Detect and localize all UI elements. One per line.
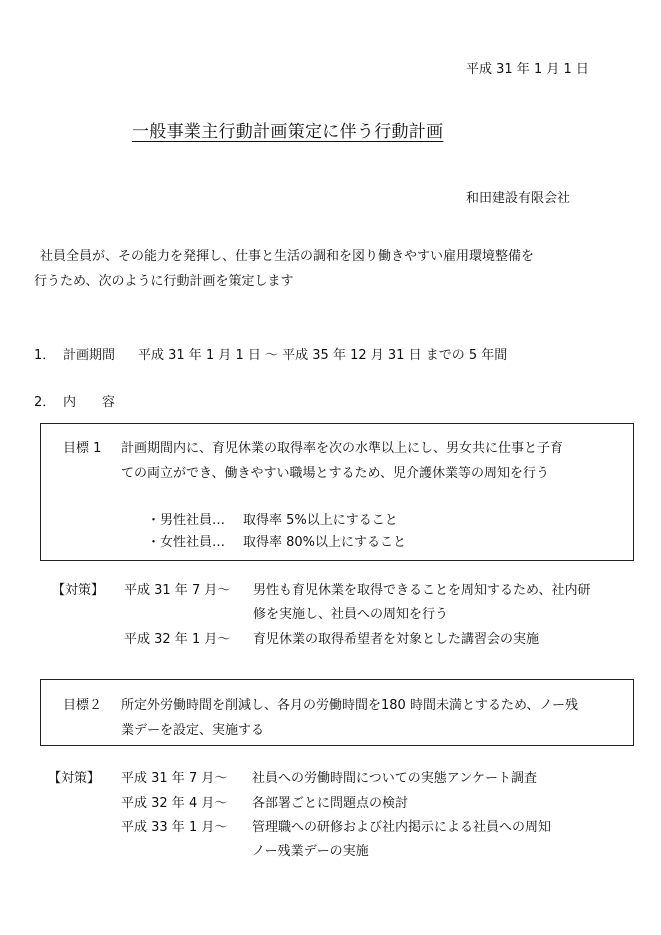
measure-text-line-1: 育児休業の取得希望者を対象とした講習会の実施: [253, 632, 540, 647]
goal-1-bullet-who: ・女性社員…: [147, 535, 226, 550]
section-number: 1．: [34, 348, 56, 363]
measure-date: 平成 33 年 1 月～: [121, 820, 228, 835]
goal-1-bullet-target: 取得率 80%以上にすること: [243, 535, 407, 550]
measure-text-line-1: 各部署ごとに問題点の検討: [252, 796, 409, 811]
section-number: 2．: [34, 395, 56, 410]
measure-text-line-1: 社員への労働時間についての実態アンケート調査: [252, 771, 537, 786]
measure-date: 平成 31 年 7 月～: [124, 583, 231, 598]
intro-line-1: 社員全員が、その能力を発揮し、仕事と生活の調和を図り働きやすい雇用環境整備を: [40, 249, 535, 264]
contents-label: 内 容: [63, 395, 116, 410]
measure-date: 平成 32 年 1 月～: [124, 632, 231, 647]
measure-date: 平成 31 年 7 月～: [121, 771, 228, 786]
goal-2-label: 目標２: [63, 698, 103, 713]
company-name: 和田建設有限会社: [466, 191, 571, 206]
document-title: 一般事業主行動計画策定に伴う行動計画: [132, 122, 444, 142]
document-date: 平成 31 年 1 月 1 日: [466, 62, 589, 77]
goal-1-text-line-1: 計画期間内に、育児休業の取得率を次の水準以上にし、男女共に仕事と子育: [121, 441, 564, 456]
goal-2-text-line-2: 業デーを設定、実施する: [121, 723, 265, 738]
measure-date: 平成 32 年 4 月～: [121, 796, 228, 811]
goal-2-text-line-1: 所定外労働時間を削減し、各月の労働時間を180 時間未満とするため、ノー残: [121, 698, 579, 713]
measure-text-line-1: 管理職への研修および社内掲示による社員への周知: [252, 820, 552, 835]
period-label: 計画期間: [63, 348, 116, 363]
measures-2-label: 【対策】: [48, 771, 101, 786]
goal-1-text-line-2: ての両立ができ、働きやすい職場とするため、児介護休業等の周知を行う: [121, 466, 549, 481]
intro-line-2: 行うため、次のように行動計画を策定します: [34, 274, 294, 289]
measure-text-line-2: 修を実施し、社員への周知を行う: [253, 607, 449, 622]
period-value: 平成 31 年 1 月 1 日 ～ 平成 35 年 12 月 31 日 までの 5 年間: [138, 348, 508, 363]
goal-1-label: 目標 1: [63, 441, 102, 456]
measure-text-line-1: 男性も育児休業を取得できることを周知するため、社内研: [253, 583, 591, 598]
goal-1-bullet-target: 取得率 5%以上にすること: [243, 513, 398, 528]
measures-1-label: 【対策】: [52, 583, 105, 598]
goal-1-bullet-who: ・男性社員…: [147, 513, 226, 528]
measure-text-line-2: ノー残業デーの実施: [252, 844, 369, 859]
